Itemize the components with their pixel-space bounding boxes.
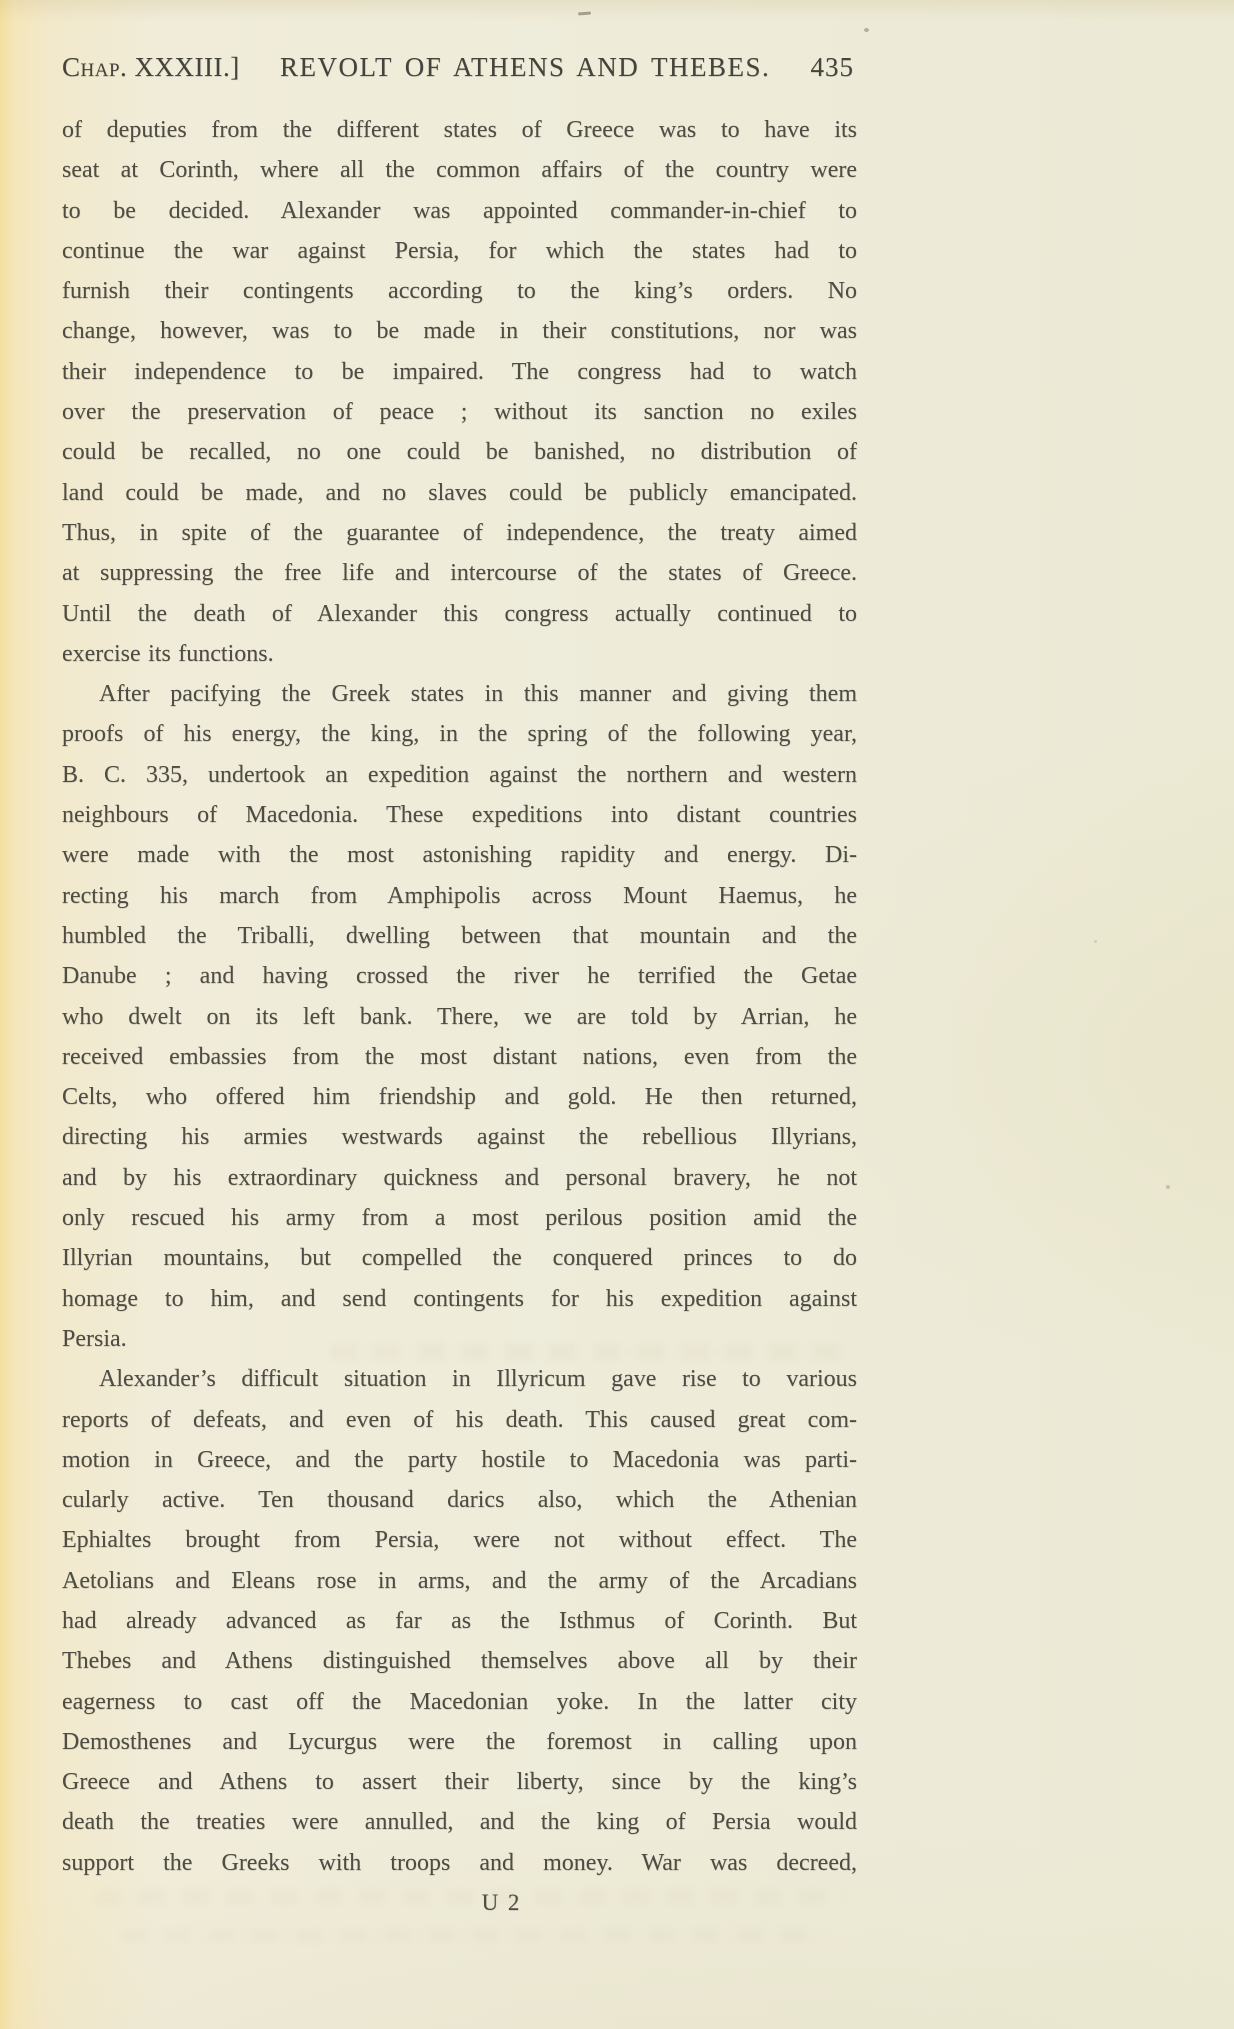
- text-line: who dwelt on its left bank. There, we are told by Arrian, he: [62, 1003, 857, 1030]
- text-line: seat at Corinth, where all the common affairs of the country were: [62, 157, 857, 184]
- text-line: motion in Greece, and the party hostile to Macedonia was parti-: [62, 1446, 857, 1473]
- ink-speck: [864, 28, 869, 32]
- text-line: were made with the most astonishing rapidity and energy. Di-: [62, 842, 857, 869]
- text-line: humbled the Triballi, dwelling between that mountain and the: [62, 922, 857, 949]
- page-bleed-smudge: [330, 1343, 850, 1361]
- text-line: eagerness to cast off the Macedonian yoke. In the latter city: [62, 1688, 857, 1715]
- text-line: had already advanced as far as the Isthmus of Corinth. But: [62, 1607, 857, 1634]
- ink-speck: [1094, 940, 1097, 943]
- text-line: change, however, was to be made in their constitutions, nor was: [62, 318, 857, 345]
- text-line: Aetolians and Eleans rose in arms, and the army of the Arcadians: [62, 1567, 857, 1594]
- text-line: Demosthenes and Lycurgus were the foremost in calling upon: [62, 1728, 857, 1755]
- chapter-label: Chap. XXXIII.]: [62, 52, 240, 82]
- page-header: [62, 52, 854, 83]
- text-line: Illyrian mountains, but compelled the conquered princes to do: [62, 1245, 857, 1272]
- text-line: only rescued his army from a most perilous position amid the: [62, 1205, 857, 1232]
- text-line: cularly active. Ten thousand darics also, which the Athenian: [62, 1487, 857, 1514]
- text-line: at suppressing the free life and intercourse of the states of Greece.: [62, 560, 857, 587]
- page-bleed-smudge: [120, 1928, 820, 1943]
- text-line: proofs of his energy, the king, in the spring of the following year,: [62, 721, 857, 748]
- text-line: of deputies from the different states of Greece was to have its: [62, 117, 857, 143]
- text-line: homage to him, and send contingents for his expedition against: [62, 1285, 857, 1312]
- text-line: neighbours of Macedonia. These expeditions into distant countries: [62, 802, 857, 829]
- text-line: death the treaties were annulled, and the king of Persia would: [62, 1809, 857, 1836]
- text-block: [62, 110, 857, 1883]
- text-line: over the preservation of peace ; without its sanction no exiles: [62, 399, 857, 426]
- text-line: Greece and Athens to assert their liberty, since by the king’s: [62, 1769, 857, 1796]
- text-line: could be recalled, no one could be banished, no distribution of: [62, 439, 857, 466]
- text-line: their independence to be impaired. The congress had to watch: [62, 358, 857, 385]
- text-line: B. C. 335, undertook an expedition against the northern and western: [62, 761, 857, 788]
- text-line: support the Greeks with troops and money. War was decreed,: [62, 1849, 857, 1876]
- paragraph: [62, 110, 857, 674]
- ink-speck: [1166, 1185, 1170, 1189]
- paragraph: [62, 674, 857, 1359]
- page-bleed-smudge: [95, 1889, 845, 1905]
- text-line: exercise its functions.: [62, 640, 274, 667]
- ink-speck: [578, 12, 591, 16]
- text-line: recting his march from Amphipolis across Mount Haemus, he: [62, 882, 857, 909]
- text-line: Persia.: [62, 1325, 127, 1352]
- text-line: Thebes and Athens distinguished themselves above all by their: [62, 1648, 857, 1675]
- paragraph: [62, 1359, 857, 1883]
- text-line: Celts, who offered him friendship and gold. He then returned,: [62, 1084, 857, 1111]
- signature-mark: U 2: [481, 1890, 522, 1915]
- page-number: 435: [810, 52, 854, 82]
- text-line: directing his armies westwards against the rebellious Illyrians,: [62, 1124, 857, 1151]
- running-title: REVOLT OF ATHENS AND THEBES.: [279, 52, 771, 82]
- text-line: received embassies from the most distant nations, even from the: [62, 1043, 857, 1070]
- text-line: land could be made, and no slaves could be publicly emancipated.: [62, 479, 857, 506]
- text-line: After pacifying the Greek states in this manner and giving them: [99, 681, 857, 708]
- text-line: to be decided. Alexander was appointed commander-in-chief to: [62, 197, 857, 224]
- text-line: Until the death of Alexander this congress actually continued to: [62, 600, 857, 627]
- text-line: Alexander’s difficult situation in Illyricum gave rise to various: [99, 1366, 857, 1393]
- text-line: reports of defeats, and even of his death. This caused great com-: [62, 1406, 857, 1433]
- text-line: furnish their contingents according to the king’s orders. No: [62, 278, 857, 305]
- text-line: Ephialtes brought from Persia, were not without effect. The: [62, 1527, 857, 1554]
- text-line: and by his extraordinary quickness and personal bravery, he not: [62, 1164, 857, 1191]
- text-line: continue the war against Persia, for which the states had to: [62, 237, 857, 264]
- text-line: Danube ; and having crossed the river he terrified the Getae: [62, 963, 857, 990]
- text-line: Thus, in spite of the guarantee of independence, the treaty aimed: [62, 519, 857, 546]
